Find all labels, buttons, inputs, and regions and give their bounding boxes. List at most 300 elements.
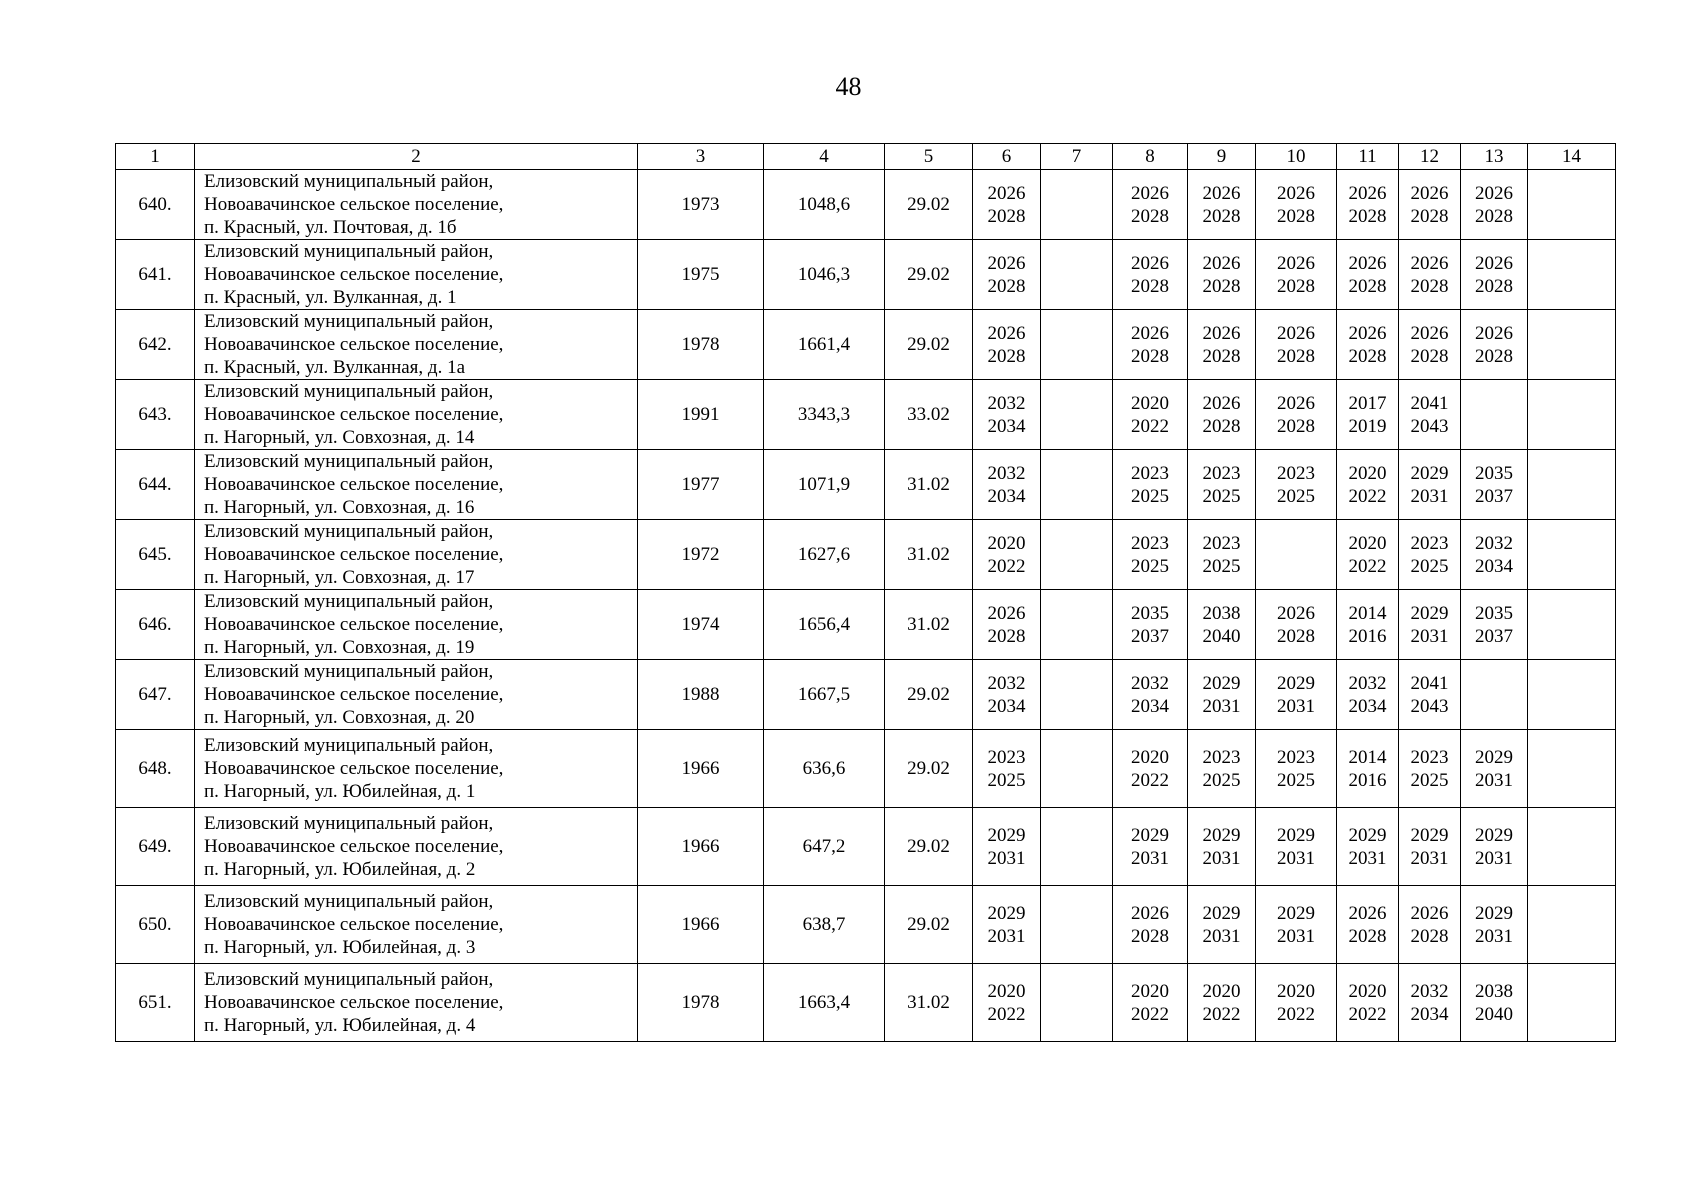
row-number: 646. bbox=[116, 590, 195, 660]
year-value: 2028 bbox=[987, 625, 1026, 647]
year-value: 2029 bbox=[1410, 602, 1449, 624]
address-line: Елизовский муниципальный район, bbox=[204, 891, 494, 912]
period-cell-14 bbox=[1528, 660, 1616, 730]
year-value: 2022 bbox=[1202, 1003, 1241, 1025]
year-value: 2029 bbox=[1277, 672, 1315, 694]
year-value: 2025 bbox=[1410, 769, 1449, 791]
year-value: 2029 bbox=[1277, 824, 1315, 846]
year-value: 2037 bbox=[1131, 625, 1169, 647]
year-value: 2022 bbox=[1131, 769, 1169, 791]
year-value: 2026 bbox=[1277, 602, 1315, 624]
address-line: п. Нагорный, ул. Юбилейная, д. 4 bbox=[204, 1015, 476, 1036]
address-line: п. Нагорный, ул. Совхозная, д. 17 bbox=[204, 567, 475, 588]
year-value: 2032 bbox=[1348, 672, 1387, 694]
column-number-13: 13 bbox=[1461, 144, 1528, 170]
period-cell-8 bbox=[1113, 808, 1188, 886]
address-cell bbox=[195, 310, 638, 380]
code-value: 29.02 bbox=[885, 886, 973, 964]
year-value: 2026 bbox=[1131, 252, 1169, 274]
period-cell-6 bbox=[973, 170, 1041, 240]
year-value: 2043 bbox=[1410, 695, 1449, 717]
year-value: 2034 bbox=[1131, 695, 1169, 717]
period-cell-6 bbox=[973, 240, 1041, 310]
period-cell-11 bbox=[1337, 240, 1399, 310]
year-value: 2029 bbox=[1277, 902, 1315, 924]
address-cell bbox=[195, 590, 638, 660]
year-value: 2026 bbox=[1475, 322, 1513, 344]
period-cell-7 bbox=[1041, 808, 1113, 886]
column-number-6: 6 bbox=[973, 144, 1041, 170]
address-line: Елизовский муниципальный район, bbox=[204, 813, 494, 834]
year-value: 2035 bbox=[1475, 462, 1513, 484]
code-value: 29.02 bbox=[885, 808, 973, 886]
year-value: 2031 bbox=[1410, 625, 1449, 647]
year-value: 2031 bbox=[1410, 485, 1449, 507]
housing-register-table bbox=[115, 143, 1616, 1042]
period-cell-7 bbox=[1041, 170, 1113, 240]
period-cell-14 bbox=[1528, 964, 1616, 1042]
period-cell-11 bbox=[1337, 808, 1399, 886]
period-cell-14 bbox=[1528, 730, 1616, 808]
year-value: 2022 bbox=[1277, 1003, 1315, 1025]
period-cell-7 bbox=[1041, 730, 1113, 808]
column-number-8: 8 bbox=[1113, 144, 1188, 170]
year-value: 2023 bbox=[1277, 746, 1315, 768]
column-number-5: 5 bbox=[885, 144, 973, 170]
period-cell-14 bbox=[1528, 590, 1616, 660]
period-cell-7 bbox=[1041, 310, 1113, 380]
address-line: Новоавачинское сельское поселение, bbox=[204, 474, 504, 495]
address-line: Елизовский муниципальный район, bbox=[204, 451, 494, 472]
address-line: Новоавачинское сельское поселение, bbox=[204, 992, 504, 1013]
year-value: 2034 bbox=[987, 695, 1026, 717]
table-row bbox=[116, 380, 1616, 450]
address-line: п. Нагорный, ул. Совхозная, д. 16 bbox=[204, 497, 475, 518]
period-cell-13 bbox=[1461, 964, 1528, 1042]
year-value: 2034 bbox=[987, 485, 1026, 507]
address-line: п. Нагорный, ул. Юбилейная, д. 2 bbox=[204, 859, 476, 880]
total-area: 1071,9 bbox=[764, 450, 885, 520]
year-value: 2032 bbox=[987, 672, 1026, 694]
period-cell-10 bbox=[1256, 808, 1337, 886]
year-value: 2038 bbox=[1202, 602, 1241, 624]
period-cell-12 bbox=[1399, 590, 1461, 660]
year-value: 2023 bbox=[1131, 462, 1169, 484]
year-value: 2028 bbox=[1277, 205, 1315, 227]
year-value: 2028 bbox=[987, 275, 1026, 297]
table-row bbox=[116, 310, 1616, 380]
code-value: 29.02 bbox=[885, 240, 973, 310]
address-line: Новоавачинское сельское поселение, bbox=[204, 914, 504, 935]
period-cell-10 bbox=[1256, 520, 1337, 590]
period-cell-10 bbox=[1256, 730, 1337, 808]
year-value: 2022 bbox=[1348, 485, 1387, 507]
address-line: Новоавачинское сельское поселение, bbox=[204, 194, 504, 215]
period-cell-12 bbox=[1399, 964, 1461, 1042]
table-body bbox=[116, 144, 1616, 1042]
address-line: п. Нагорный, ул. Юбилейная, д. 3 bbox=[204, 937, 476, 958]
period-cell-9 bbox=[1188, 170, 1256, 240]
year-value: 2026 bbox=[987, 602, 1026, 624]
year-value: 2025 bbox=[1131, 485, 1169, 507]
year-value: 2022 bbox=[1131, 415, 1169, 437]
address-line: Новоавачинское сельское поселение, bbox=[204, 836, 504, 857]
period-cell-7 bbox=[1041, 240, 1113, 310]
year-value: 2020 bbox=[1277, 980, 1315, 1002]
period-cell-8 bbox=[1113, 660, 1188, 730]
period-cell-6 bbox=[973, 520, 1041, 590]
period-cell-14 bbox=[1528, 240, 1616, 310]
year-value: 2028 bbox=[1348, 275, 1387, 297]
period-cell-14 bbox=[1528, 886, 1616, 964]
year-value: 2031 bbox=[1277, 847, 1315, 869]
year-value: 2028 bbox=[1131, 345, 1169, 367]
period-cell-14 bbox=[1528, 520, 1616, 590]
period-cell-9 bbox=[1188, 808, 1256, 886]
period-cell-13 bbox=[1461, 380, 1528, 450]
period-cell-6 bbox=[973, 590, 1041, 660]
period-cell-9 bbox=[1188, 590, 1256, 660]
address-cell bbox=[195, 730, 638, 808]
year-value: 2025 bbox=[1410, 555, 1449, 577]
address-line: п. Нагорный, ул. Совхозная, д. 19 bbox=[204, 637, 475, 658]
year-value: 2028 bbox=[1410, 205, 1449, 227]
year-built: 1973 bbox=[638, 170, 764, 240]
page-number: 48 bbox=[835, 72, 862, 101]
address-line: Елизовский муниципальный район, bbox=[204, 661, 494, 682]
year-value: 2022 bbox=[987, 555, 1026, 577]
year-value: 2043 bbox=[1410, 415, 1449, 437]
year-value: 2032 bbox=[1410, 980, 1449, 1002]
year-value: 2023 bbox=[1202, 746, 1241, 768]
year-built: 1977 bbox=[638, 450, 764, 520]
period-cell-8 bbox=[1113, 730, 1188, 808]
code-value: 29.02 bbox=[885, 660, 973, 730]
total-area: 1663,4 bbox=[764, 964, 885, 1042]
code-value: 29.02 bbox=[885, 170, 973, 240]
year-value: 2031 bbox=[1202, 925, 1241, 947]
year-value: 2026 bbox=[987, 182, 1026, 204]
year-value: 2020 bbox=[1348, 462, 1387, 484]
period-cell-14 bbox=[1528, 808, 1616, 886]
year-value: 2029 bbox=[1410, 462, 1449, 484]
year-value: 2022 bbox=[1131, 1003, 1169, 1025]
address-line: Новоавачинское сельское поселение, bbox=[204, 264, 504, 285]
year-value: 2026 bbox=[1202, 182, 1241, 204]
year-value: 2031 bbox=[1131, 847, 1169, 869]
period-cell-14 bbox=[1528, 450, 1616, 520]
period-cell-14 bbox=[1528, 170, 1616, 240]
year-value: 2028 bbox=[1475, 205, 1513, 227]
address-line: Новоавачинское сельское поселение, bbox=[204, 334, 504, 355]
code-value: 29.02 bbox=[885, 730, 973, 808]
period-cell-12 bbox=[1399, 310, 1461, 380]
total-area: 1046,3 bbox=[764, 240, 885, 310]
period-cell-6 bbox=[973, 660, 1041, 730]
column-number-4: 4 bbox=[764, 144, 885, 170]
period-cell-8 bbox=[1113, 450, 1188, 520]
column-number-11: 11 bbox=[1337, 144, 1399, 170]
address-line: п. Красный, ул. Почтовая, д. 1б bbox=[204, 217, 457, 238]
period-cell-9 bbox=[1188, 886, 1256, 964]
year-value: 2028 bbox=[1202, 205, 1241, 227]
address-line: Елизовский муниципальный район, bbox=[204, 171, 494, 192]
period-cell-13 bbox=[1461, 590, 1528, 660]
year-value: 2034 bbox=[1410, 1003, 1449, 1025]
row-number: 645. bbox=[116, 520, 195, 590]
row-number: 650. bbox=[116, 886, 195, 964]
year-value: 2028 bbox=[1475, 345, 1513, 367]
year-value: 2025 bbox=[1131, 555, 1169, 577]
year-value: 2026 bbox=[1277, 252, 1315, 274]
code-value: 29.02 bbox=[885, 310, 973, 380]
year-value: 2023 bbox=[1131, 532, 1169, 554]
year-value: 2031 bbox=[1202, 695, 1241, 717]
year-value: 2020 bbox=[987, 532, 1026, 554]
year-value: 2020 bbox=[1131, 980, 1169, 1002]
period-cell-9 bbox=[1188, 240, 1256, 310]
total-area: 1667,5 bbox=[764, 660, 885, 730]
address-line: Елизовский муниципальный район, bbox=[204, 969, 494, 990]
period-cell-12 bbox=[1399, 170, 1461, 240]
period-cell-6 bbox=[973, 310, 1041, 380]
period-cell-10 bbox=[1256, 170, 1337, 240]
year-value: 2025 bbox=[987, 769, 1026, 791]
year-value: 2032 bbox=[1475, 532, 1513, 554]
year-value: 2020 bbox=[1131, 392, 1169, 414]
year-value: 2022 bbox=[1348, 555, 1387, 577]
period-cell-13 bbox=[1461, 886, 1528, 964]
period-cell-9 bbox=[1188, 730, 1256, 808]
year-value: 2029 bbox=[1475, 902, 1513, 924]
year-value: 2026 bbox=[1348, 182, 1387, 204]
table-row bbox=[116, 964, 1616, 1042]
year-value: 2026 bbox=[1277, 182, 1315, 204]
table-row bbox=[116, 450, 1616, 520]
row-number: 647. bbox=[116, 660, 195, 730]
period-cell-10 bbox=[1256, 964, 1337, 1042]
year-value: 2032 bbox=[1131, 672, 1169, 694]
total-area: 638,7 bbox=[764, 886, 885, 964]
year-value: 2028 bbox=[1202, 415, 1241, 437]
year-value: 2028 bbox=[1348, 205, 1387, 227]
year-value: 2031 bbox=[987, 847, 1026, 869]
year-value: 2031 bbox=[1277, 695, 1315, 717]
column-number-10: 10 bbox=[1256, 144, 1337, 170]
address-line: п. Нагорный, ул. Совхозная, д. 14 bbox=[204, 427, 475, 448]
period-cell-8 bbox=[1113, 380, 1188, 450]
row-number: 649. bbox=[116, 808, 195, 886]
year-value: 2025 bbox=[1277, 485, 1315, 507]
address-line: Новоавачинское сельское поселение, bbox=[204, 404, 504, 425]
code-value: 31.02 bbox=[885, 964, 973, 1042]
period-cell-10 bbox=[1256, 380, 1337, 450]
year-value: 2026 bbox=[1202, 252, 1241, 274]
period-cell-10 bbox=[1256, 240, 1337, 310]
year-value: 2029 bbox=[1475, 746, 1513, 768]
year-value: 2014 bbox=[1348, 746, 1387, 768]
address-line: Елизовский муниципальный район, bbox=[204, 311, 494, 332]
year-value: 2031 bbox=[1475, 769, 1513, 791]
period-cell-13 bbox=[1461, 520, 1528, 590]
year-value: 2028 bbox=[1277, 415, 1315, 437]
address-line: Новоавачинское сельское поселение, bbox=[204, 758, 504, 779]
year-value: 2028 bbox=[1348, 345, 1387, 367]
year-value: 2028 bbox=[1277, 275, 1315, 297]
year-value: 2026 bbox=[1131, 182, 1169, 204]
total-area: 647,2 bbox=[764, 808, 885, 886]
year-built: 1966 bbox=[638, 808, 764, 886]
year-value: 2034 bbox=[1348, 695, 1387, 717]
column-number-2: 2 bbox=[195, 144, 638, 170]
year-value: 2028 bbox=[987, 345, 1026, 367]
total-area: 636,6 bbox=[764, 730, 885, 808]
period-cell-10 bbox=[1256, 310, 1337, 380]
period-cell-13 bbox=[1461, 808, 1528, 886]
year-value: 2020 bbox=[1202, 980, 1241, 1002]
year-value: 2038 bbox=[1475, 980, 1513, 1002]
column-number-9: 9 bbox=[1188, 144, 1256, 170]
address-cell bbox=[195, 170, 638, 240]
period-cell-12 bbox=[1399, 730, 1461, 808]
period-cell-8 bbox=[1113, 310, 1188, 380]
period-cell-9 bbox=[1188, 964, 1256, 1042]
address-line: Новоавачинское сельское поселение, bbox=[204, 684, 504, 705]
year-value: 2028 bbox=[1202, 345, 1241, 367]
row-number: 640. bbox=[116, 170, 195, 240]
year-value: 2026 bbox=[1348, 252, 1387, 274]
year-value: 2029 bbox=[1202, 902, 1241, 924]
year-built: 1972 bbox=[638, 520, 764, 590]
address-line: Елизовский муниципальный район, bbox=[204, 521, 494, 542]
table-row bbox=[116, 886, 1616, 964]
year-value: 2023 bbox=[1410, 532, 1449, 554]
year-value: 2026 bbox=[1202, 322, 1241, 344]
period-cell-13 bbox=[1461, 310, 1528, 380]
column-number-12: 12 bbox=[1399, 144, 1461, 170]
period-cell-10 bbox=[1256, 590, 1337, 660]
year-value: 2031 bbox=[987, 925, 1026, 947]
column-number-7: 7 bbox=[1041, 144, 1113, 170]
year-value: 2025 bbox=[1202, 485, 1241, 507]
year-value: 2016 bbox=[1348, 625, 1387, 647]
address-cell bbox=[195, 240, 638, 310]
year-value: 2029 bbox=[1410, 824, 1449, 846]
year-value: 2017 bbox=[1348, 392, 1387, 414]
address-cell bbox=[195, 808, 638, 886]
year-built: 1978 bbox=[638, 964, 764, 1042]
address-cell bbox=[195, 450, 638, 520]
period-cell-6 bbox=[973, 450, 1041, 520]
year-value: 2026 bbox=[987, 322, 1026, 344]
code-value: 31.02 bbox=[885, 520, 973, 590]
address-line: Новоавачинское сельское поселение, bbox=[204, 544, 504, 565]
year-value: 2029 bbox=[987, 824, 1026, 846]
year-value: 2031 bbox=[1475, 847, 1513, 869]
year-value: 2035 bbox=[1131, 602, 1169, 624]
year-value: 2026 bbox=[1131, 902, 1169, 924]
period-cell-10 bbox=[1256, 886, 1337, 964]
year-value: 2031 bbox=[1410, 847, 1449, 869]
total-area: 3343,3 bbox=[764, 380, 885, 450]
table-row bbox=[116, 730, 1616, 808]
code-value: 31.02 bbox=[885, 590, 973, 660]
column-number-14: 14 bbox=[1528, 144, 1616, 170]
period-cell-7 bbox=[1041, 660, 1113, 730]
year-value: 2031 bbox=[1348, 847, 1387, 869]
year-value: 2023 bbox=[1410, 746, 1449, 768]
year-value: 2026 bbox=[1410, 182, 1449, 204]
year-value: 2026 bbox=[1277, 322, 1315, 344]
year-value: 2026 bbox=[1410, 902, 1449, 924]
year-value: 2023 bbox=[1202, 462, 1241, 484]
period-cell-8 bbox=[1113, 240, 1188, 310]
period-cell-7 bbox=[1041, 380, 1113, 450]
total-area: 1661,4 bbox=[764, 310, 885, 380]
year-built: 1975 bbox=[638, 240, 764, 310]
column-number-row bbox=[116, 144, 1616, 170]
period-cell-11 bbox=[1337, 170, 1399, 240]
year-value: 2025 bbox=[1202, 555, 1241, 577]
period-cell-12 bbox=[1399, 380, 1461, 450]
year-value: 2026 bbox=[1277, 392, 1315, 414]
year-value: 2028 bbox=[1131, 275, 1169, 297]
period-cell-11 bbox=[1337, 450, 1399, 520]
row-number: 642. bbox=[116, 310, 195, 380]
period-cell-8 bbox=[1113, 886, 1188, 964]
period-cell-6 bbox=[973, 964, 1041, 1042]
period-cell-9 bbox=[1188, 520, 1256, 590]
year-value: 2020 bbox=[987, 980, 1026, 1002]
year-value: 2028 bbox=[1410, 275, 1449, 297]
year-value: 2032 bbox=[987, 392, 1026, 414]
year-value: 2028 bbox=[987, 205, 1026, 227]
year-value: 2028 bbox=[1410, 345, 1449, 367]
year-value: 2028 bbox=[1348, 925, 1387, 947]
total-area: 1048,6 bbox=[764, 170, 885, 240]
period-cell-9 bbox=[1188, 450, 1256, 520]
row-number: 648. bbox=[116, 730, 195, 808]
year-value: 2020 bbox=[1348, 532, 1387, 554]
year-value: 2023 bbox=[987, 746, 1026, 768]
address-cell bbox=[195, 380, 638, 450]
year-value: 2025 bbox=[1202, 769, 1241, 791]
period-cell-6 bbox=[973, 886, 1041, 964]
period-cell-9 bbox=[1188, 380, 1256, 450]
table-row bbox=[116, 590, 1616, 660]
year-value: 2040 bbox=[1475, 1003, 1513, 1025]
period-cell-13 bbox=[1461, 170, 1528, 240]
column-number-3: 3 bbox=[638, 144, 764, 170]
year-value: 2029 bbox=[1131, 824, 1169, 846]
code-value: 33.02 bbox=[885, 380, 973, 450]
period-cell-14 bbox=[1528, 310, 1616, 380]
period-cell-14 bbox=[1528, 380, 1616, 450]
year-value: 2026 bbox=[1410, 322, 1449, 344]
year-value: 2028 bbox=[1202, 275, 1241, 297]
year-value: 2029 bbox=[1475, 824, 1513, 846]
year-value: 2031 bbox=[1277, 925, 1315, 947]
period-cell-12 bbox=[1399, 886, 1461, 964]
address-cell bbox=[195, 520, 638, 590]
year-built: 1991 bbox=[638, 380, 764, 450]
period-cell-12 bbox=[1399, 450, 1461, 520]
period-cell-13 bbox=[1461, 730, 1528, 808]
address-line: Елизовский муниципальный район, bbox=[204, 735, 494, 756]
table-row bbox=[116, 240, 1616, 310]
address-line: Елизовский муниципальный район, bbox=[204, 591, 494, 612]
year-value: 2028 bbox=[1131, 205, 1169, 227]
